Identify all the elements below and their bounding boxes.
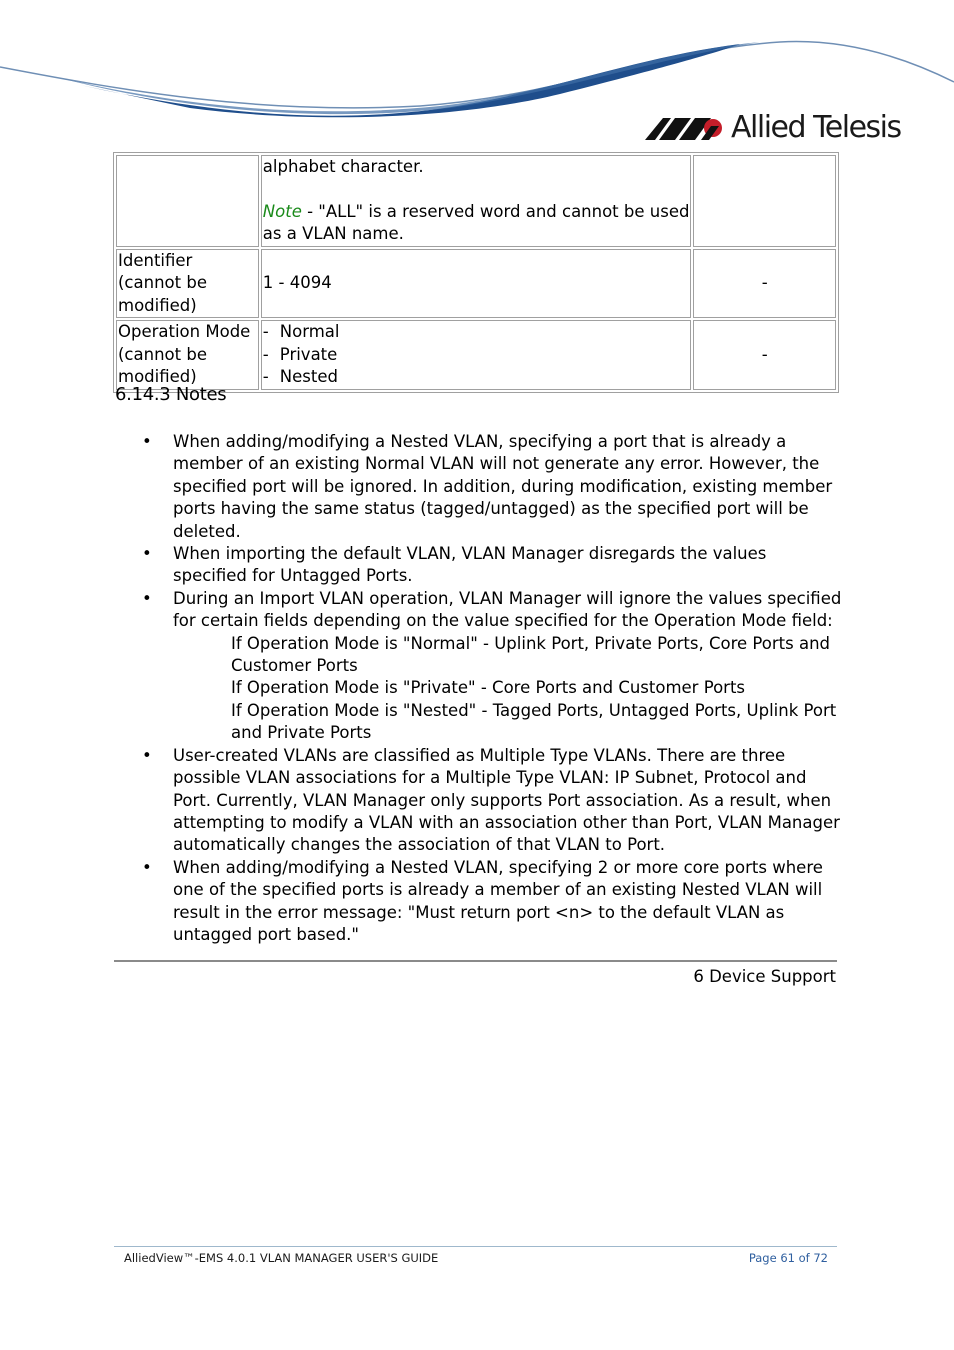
bullet-marker: • (142, 544, 152, 564)
table-cell-default: - (693, 320, 836, 390)
notes-list (138, 431, 843, 946)
note-sub-item: If Operation Mode is "Private" - Core Ports and Customer Ports (231, 678, 746, 698)
list-item (138, 857, 843, 947)
dash-marker: - (262, 344, 269, 364)
footer-document-title: AlliedView™-EMS 4.0.1 VLAN MANAGER USER'S GUIDE (124, 1251, 439, 1265)
table-cell-field: Identifier (cannot be modified) (116, 249, 259, 319)
dash-marker: - (262, 367, 269, 386)
table-cell-default (693, 155, 836, 247)
chapter-divider (114, 960, 837, 962)
table-cell-description (261, 320, 692, 390)
footer-page-number: Page 61 of 72 (748, 1251, 828, 1265)
option-label: Nested (279, 367, 338, 386)
table-row (116, 249, 836, 319)
list-item (138, 543, 843, 588)
note-item-text: When importing the default VLAN, VLAN Manager disregards the values specified for Untagged Ports. (173, 544, 767, 586)
note-item-text: User-created VLANs are classified as Multiple Type VLANs. There are three possible VLAN associations for a Multiple Type VLAN: IP Subnet, Protocol and Port. Currently, VLAN Manager only supports Port association. As a result, when attempting to modify a VLAN with an association other than Port, VLAN Manager automatically changes the association of that VLAN to Port. (173, 745, 840, 855)
logo-wordmark: Allied Telesis (731, 110, 901, 145)
table-row (116, 320, 836, 390)
bullet-marker: • (142, 432, 152, 451)
allied-telesis-logo (645, 108, 901, 148)
table-cell-field: Operation Mode (cannot be modified) (116, 320, 259, 390)
list-item (263, 344, 690, 367)
table-row (116, 155, 836, 247)
allied-telesis-logo-mark-icon (645, 114, 725, 142)
section-heading: 6.14.3 Notes (115, 384, 227, 405)
option-label: Private (279, 344, 338, 364)
list-item (263, 366, 690, 389)
note-text: - "ALL" is a reserved word and cannot be used as a VLAN name. (262, 201, 690, 243)
note-item-text: When adding/modifying a Nested VLAN, specifying a port that is already a member of an existing Normal VLAN will not generate any error. However, the specified port will be ignored. In addition, during modification, existing member ports having the same status (tagged/untagged) as the specified port will be deleted. (173, 432, 833, 541)
table-cell-description (261, 155, 692, 247)
description-text: alphabet character. (262, 157, 424, 176)
list-item (263, 321, 690, 344)
note-sub-item: If Operation Mode is "Normal" - Uplink Port, Private Ports, Core Ports and Customer Ports (231, 633, 830, 676)
table-cell-field (116, 155, 259, 247)
bullet-marker: • (142, 857, 152, 877)
note-sub-item: If Operation Mode is "Nested" - Tagged Ports, Untagged Ports, Uplink Port and Private Ports (231, 700, 837, 743)
spacer (263, 179, 690, 201)
chapter-footer-label: 6 Device Support (693, 967, 836, 986)
note-item-text: When adding/modifying a Nested VLAN, specifying 2 or more core ports where one of the specified ports is already a member of an existing Nested VLAN will result in the error message: "Must return port <n> to the default VLAN as untagged port based." (173, 857, 823, 944)
list-item (138, 588, 843, 745)
list-item (138, 745, 843, 857)
note-item-text: During an Import VLAN operation, VLAN Manager will ignore the values specified for certain fields depending on the value specified for the Operation Mode field: (173, 588, 842, 631)
table-cell-description: 1 - 4094 (261, 249, 692, 319)
note-label: Note (262, 201, 302, 221)
parameter-table (113, 152, 839, 393)
table-cell-default: - (693, 249, 836, 319)
operation-mode-options (263, 321, 690, 389)
bullet-marker: • (142, 745, 152, 765)
dash-marker: - (262, 322, 269, 341)
note-paragraph (263, 201, 690, 246)
list-item (138, 431, 843, 543)
bullet-marker: • (142, 588, 152, 608)
option-label: Normal (279, 322, 340, 341)
footer-divider (114, 1246, 837, 1247)
